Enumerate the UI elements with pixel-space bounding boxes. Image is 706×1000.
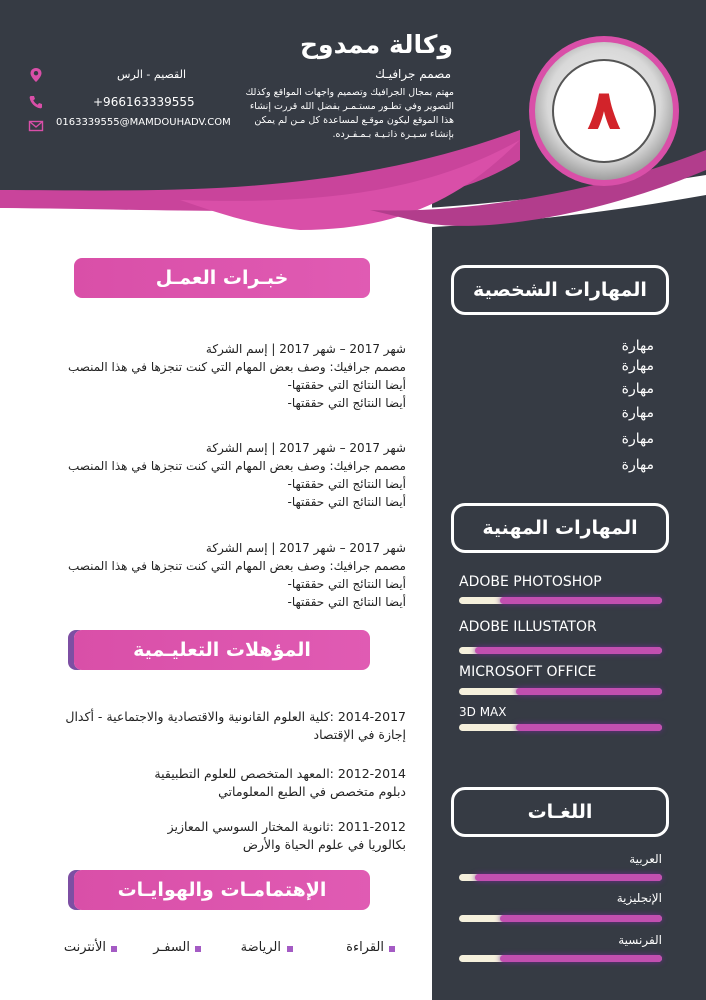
tool-bar-track [459, 597, 662, 604]
job-result: أيضا النتائج التي حققتها- [287, 495, 406, 509]
section-title-languages: اللغـات [451, 787, 669, 837]
hobby-item: القراءة [346, 940, 384, 955]
language-label: الفرنسية [618, 933, 662, 947]
hobby-item: السفـر [153, 940, 190, 955]
personal-skill-item: مهارة [621, 405, 654, 421]
job-description: مصمم جرافيك: وصف بعض المهام التي كنت تنجزها في هذا المنصب [67, 459, 406, 473]
hobby-item: الرياضة [240, 940, 281, 955]
bullet-icon [111, 946, 117, 952]
job-result: أيضا النتائج التي حققتها- [287, 378, 406, 392]
personal-skill-item: مهارة [621, 431, 654, 447]
job-entry-1 [36, 340, 406, 412]
personal-skill-item: مهارة [621, 457, 654, 473]
education-line: 2011-2012 :ثانوية المختار السوسي المعازيز [167, 819, 406, 834]
badge-digit: ٨ [586, 78, 622, 143]
location-pin-icon [28, 67, 44, 83]
contact-location: القصيم - الرس [117, 68, 187, 81]
language-label: العربية [629, 852, 662, 866]
education-line: بكالوريا في علوم الحياة والأرض [242, 837, 406, 852]
profile-role: مصمم جرافيـك [375, 67, 451, 81]
tool-label: ADOBE PHOTOSHOP [459, 574, 602, 590]
language-bar-fill [500, 955, 662, 962]
job-description: مصمم جرافيك: وصف بعض المهام التي كنت تنجزها في هذا المنصب [67, 360, 406, 374]
section-title-education: المؤهلات التعليـمية [74, 630, 370, 670]
personal-skill-item: مهارة [621, 338, 654, 354]
section-title-work: خبـرات العمـل [74, 258, 370, 298]
job-result: أيضا النتائج التي حققتها- [287, 396, 406, 410]
job-period: شهر 2017 – شهر 2017 | إسم الشركة [205, 441, 406, 455]
bullet-icon [389, 946, 395, 952]
tool-bar-track [459, 724, 662, 731]
tool-label: MICROSOFT OFFICE [459, 664, 597, 680]
bullet-icon [287, 946, 293, 952]
section-title-hobbies: الإهتمامـات والهوايـات [74, 870, 370, 910]
language-bar-fill [500, 915, 662, 922]
tool-bar-fill [500, 597, 662, 604]
job-period: شهر 2017 – شهر 2017 | إسم الشركة [205, 342, 406, 356]
contact-phone[interactable]: +966163339555 [93, 95, 195, 109]
profile-name: وكالة ممدوح [300, 30, 453, 59]
personal-skill-item: مهارة [621, 381, 654, 397]
language-bar-fill [475, 874, 662, 881]
tool-bar-track [459, 647, 662, 654]
job-description: مصمم جرافيك: وصف بعض المهام التي كنت تنجزها في هذا المنصب [67, 559, 406, 573]
job-result: أيضا النتائج التي حققتها- [287, 595, 406, 609]
tool-label: ADOBE ILLUSTATOR [459, 619, 597, 635]
section-title-personal-skills: المهارات الشخصية [451, 265, 669, 315]
phone-icon [28, 94, 44, 110]
job-result: أيضا النتائج التي حققتها- [287, 477, 406, 491]
education-line: 2014-2017 :كلية العلوم القانونية والاقتصادية والاجتماعية - أكدال [65, 709, 406, 724]
hobby-item: الأنترنت [63, 940, 106, 955]
personal-skill-item: مهارة [621, 358, 654, 374]
language-bar-track [459, 955, 662, 962]
profile-bio: مهتم بمجال الجرافيك وتصميم واجهات المواقع وكذلك التصوير وفي تطـور مستـمـر بفضل الله قررت إنشاء هذا الموقع ليكون موقـع لمساعدة كل مـن لم يمكن بإنشاء سـيـرة ذاتـيـة بـمـفـرده. [245, 87, 454, 140]
bullet-icon [195, 946, 201, 952]
education-entry-1 [36, 708, 406, 744]
tool-bar-fill [475, 647, 662, 654]
job-result: أيضا النتائج التي حققتها- [287, 577, 406, 591]
job-period: شهر 2017 – شهر 2017 | إسم الشركة [205, 541, 406, 555]
education-line: دبلوم متخصص في الطبع المعلوماتي [218, 784, 406, 799]
job-entry-2 [36, 439, 406, 511]
education-entry-2 [36, 765, 406, 801]
education-entry-3 [36, 818, 406, 854]
tool-label: 3D MAX [459, 705, 507, 719]
job-entry-3 [36, 539, 406, 611]
education-line: 2012-2014 :المعهد المتخصص للعلوم التطبيقية [154, 766, 406, 781]
tool-bar-fill [516, 724, 662, 731]
language-bar-track [459, 915, 662, 922]
email-icon [28, 118, 44, 134]
tool-bar-track [459, 688, 662, 695]
language-bar-track [459, 874, 662, 881]
language-label: الإنجليزية [616, 891, 662, 905]
education-line: إجازة في الإقتصاد [313, 727, 406, 742]
contact-email[interactable]: 0163339555@MAMDOUHADV.COM [56, 117, 231, 128]
tool-bar-fill [516, 688, 662, 695]
section-title-professional-skills: المهارات المهنية [451, 503, 669, 553]
